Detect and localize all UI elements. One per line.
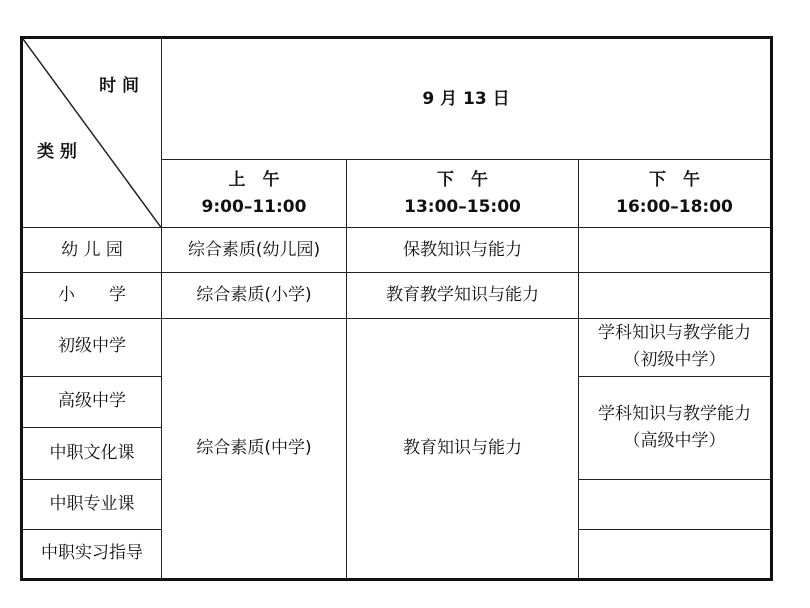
date-header: 9 月 13 日 bbox=[162, 38, 772, 160]
corner-header-cell bbox=[22, 38, 162, 228]
kindergarten-session-1: 综合素质(幼儿园) bbox=[162, 228, 347, 273]
category-vocational-major: 中职专业课 bbox=[22, 479, 162, 529]
senior-session-3-line2: （高级中学） bbox=[623, 430, 726, 451]
session-3-time: 16:00–18:00 bbox=[616, 196, 733, 217]
primary-session-2: 教育教学知识与能力 bbox=[347, 273, 579, 318]
session-2-header bbox=[347, 160, 579, 228]
session-3-period: 下 午 bbox=[649, 169, 700, 190]
secondary-session-2: 教育知识与能力 bbox=[347, 318, 579, 580]
category-senior-middle: 高级中学 bbox=[22, 376, 162, 427]
category-vocational-internship: 中职实习指导 bbox=[22, 529, 162, 579]
secondary-session-1: 综合素质(中学) bbox=[162, 318, 347, 580]
junior-session-3 bbox=[579, 318, 772, 376]
category-primary: 小 学 bbox=[22, 273, 162, 318]
kindergarten-session-3 bbox=[579, 228, 772, 273]
junior-session-3-line1: 学科知识与教学能力 bbox=[598, 322, 751, 343]
time-label: 时 间 bbox=[99, 76, 139, 96]
vocational-major-session-3 bbox=[579, 479, 772, 529]
exam-schedule-table-frame bbox=[20, 36, 770, 581]
category-label: 类 别 bbox=[37, 142, 77, 162]
session-2-time: 13:00–15:00 bbox=[404, 196, 521, 217]
session-2-period: 下 午 bbox=[437, 169, 488, 190]
kindergarten-session-2: 保教知识与能力 bbox=[347, 228, 579, 273]
primary-session-1: 综合素质(小学) bbox=[162, 273, 347, 318]
session-1-period: 上 午 bbox=[228, 169, 280, 190]
senior-session-3-line1: 学科知识与教学能力 bbox=[598, 403, 751, 424]
exam-schedule-table bbox=[20, 36, 773, 581]
category-vocational-culture: 中职文化课 bbox=[22, 427, 162, 479]
vocational-internship-session-3 bbox=[579, 529, 772, 579]
session-1-header bbox=[162, 160, 347, 228]
junior-session-3-line2: （初级中学） bbox=[623, 350, 726, 371]
senior-vocational-session-3 bbox=[579, 376, 772, 479]
session-1-time: 9:00–11:00 bbox=[201, 196, 307, 217]
category-kindergarten: 幼 儿 园 bbox=[22, 228, 162, 273]
diagonal-divider bbox=[23, 39, 161, 227]
session-3-header bbox=[579, 160, 772, 228]
category-junior-middle: 初级中学 bbox=[22, 318, 162, 376]
primary-session-3 bbox=[579, 273, 772, 318]
